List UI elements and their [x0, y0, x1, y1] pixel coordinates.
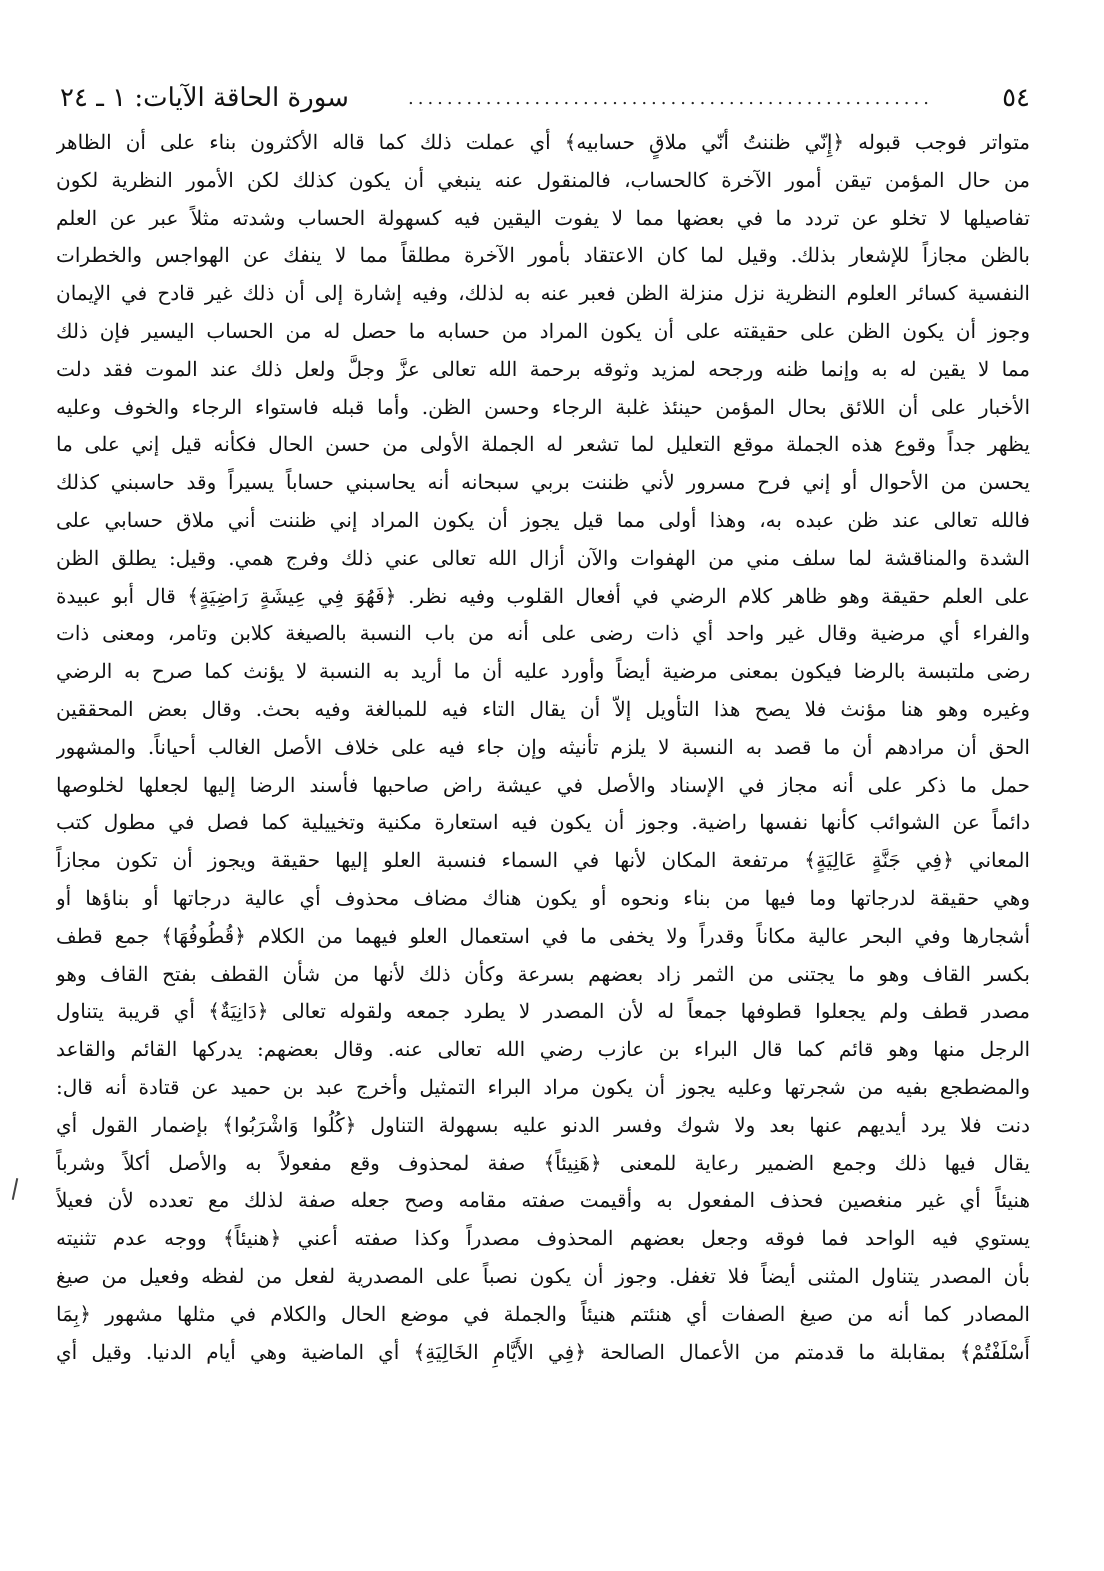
text-line-32: المصادر كما أنه من صيغ الصفات أي هنئتم هنيئاً والجملة في موضع الحال والكلام في مثلها مشهور ﴿بِمَا	[56, 1301, 1030, 1326]
text-line-8: الأخبار على أن اللائق بحال المؤمن حينئذ غلبة الرجاء وحسن الظن. وأما قبله فاستواء الرجاء والخوف وعليه	[56, 394, 1030, 419]
text-line-4: بالظن مجازاً للإشعار بذلك. وقيل لما كان الاعتقاد بأمور الآخرة مطلقاً مما لا ينفك عن الهواجس والخطرات	[56, 243, 1030, 268]
text-line-14: والفراء أي مرضية وقال غير واحد أي ذات رضى على أنه من باب النسبة بالصيغة كلابن وتامر، ومعنى ذات	[56, 621, 1030, 646]
text-line-25: الرجل منها وهو قائم كما قال البراء بن عازب رضي الله تعالى عنه. وقال بعضهم: يدركها القائم والقاعد	[56, 1037, 1030, 1062]
text-line-20: المعاني ﴿فِي جَنَّةٍ عَالِيَةٍ﴾ مرتفعة المكان لأنها في السماء فنسبة العلو إليها حقيقة ويجوز أن تكون مجازاً	[56, 848, 1030, 873]
margin-mark	[12, 1178, 19, 1200]
leader-dots: ......................................................	[408, 87, 933, 109]
text-line-12: الشدة والمناقشة لما سلف مني من الهفوات والآن أزال الله تعالى عني ذلك وفرج همي. وقيل: يطلق الظن	[56, 545, 1030, 570]
text-line-11: فالله تعالى عند ظن عبده به، وهذا أولى مما قيل يجوز أن يكون المراد إني ظننت أني ملاق حسابي على	[56, 507, 1030, 532]
text-line-2: من حال المؤمن تيقن أمور الآخرة كالحساب، فالمنقول عنه ينبغي أن يكون كذلك لكن الأمور النظرية لكون	[56, 167, 1030, 192]
text-line-6: وجوز أن يكون الظن على حقيقته على أن يكون المراد من حسابه ما حصل له من الحساب اليسير فإن ذلك	[56, 318, 1030, 343]
section-title: سورة الحاقة الآيات: ١ ـ ٢٤	[60, 83, 349, 113]
text-line-3: تفاصيلها لا تخلو عن تردد ما في بعضها مما لا يفوت اليقين فيه كسهولة الحساب وشدته مثلاً عبر عن العلم	[56, 205, 1030, 230]
text-line-7: مما لا يقين له به وإنما ظنه ورجحه لمزيد وثوقه برحمة الله تعالى عزَّ وجلَّ ولعل ذلك عند الموت فقد دلت	[56, 356, 1030, 381]
text-line-22: أشجارها وفي البحر عالية مكاناً وقدراً ولا يخفى ما في استعمال العلو فيهما من الكلام ﴿قُطُوفُهَا﴾ جمع قطف	[56, 923, 1030, 948]
text-line-5: النفسية كسائر العلوم النظرية نزل منزلة الظن فعبر عنه به لذلك، وفيه إشارة إلى أن ذلك غير قادح في الإيمان	[56, 281, 1030, 306]
text-line-19: دائماً عن الشوائب كأنها نفسها راضية. وجوز أن يكون فيه استعارة مكنية وتخييلية كما فصل في مطول كتب	[56, 810, 1030, 835]
text-line-16: وغيره وهو هنا مؤنث فلا يصح هذا التأويل إلاّ أن يقال التاء فيه للمبالغة وفيه بحث. وقال بعض المحققين	[56, 696, 1030, 721]
text-line-13: على العلم حقيقة وهو ظاهر كلام الرضي في أفعال القلوب وفيه نظر. ﴿فَهُوَ فِي عِيشَةٍ رَاضِيَةٍ﴾ قال أبو عبيدة	[56, 583, 1030, 608]
text-line-26: والمضطجع بفيه من شجرتها وعليه يجوز أن يكون مراد البراء التمثيل وأخرج عبد بن حميد عن قتادة أنه قال:	[56, 1074, 1030, 1099]
text-line-9: يظهر جداً وقوع هذه الجملة موقع التعليل لما تشعر له الجملة الأولى من حسن الحال فكأنه قيل إني على ما	[56, 432, 1030, 457]
text-line-10: يحسن من الأحوال أو إني فرح مسرور لأني ظننت بربي سبحانه أنه يحاسبني حساباً يسيراً وقد حاسبني كذلك	[56, 470, 1030, 495]
text-line-29: هنيئاً أي غير منغصين فحذف المفعول به وأقيمت صفته مقامه وصح جعله صفة لذلك مع تعدده لأن فعيلاً	[56, 1188, 1030, 1213]
text-line-27: دنت فلا يرد أيديهم عنها بعد ولا شوك وفسر الدنو عليه بسهولة التناول ﴿كُلُوا وَاشْرَبُوا﴾ بإضمار القول أي	[56, 1112, 1030, 1137]
text-line-24: مصدر قطف ولم يجعلوا قطوفها جمعاً له لأن المصدر لا يطرد جمعه ولقوله تعالى ﴿دَانِيَةٌ﴾ أي قريبة يتناول	[56, 999, 1030, 1024]
text-line-30: يستوي فيه الواحد فما فوقه وجعل بعضهم المحذوف مصدراً وكذا صفته أعني ﴿هنيئاً﴾ ووجه عدم تثنيته	[56, 1226, 1030, 1251]
text-line-17: الحق أن مرادهم أن ما قصد به النسبة لا يلزم تأنيثه وإن جاء فيه على خلاف الأصل الغالب أحياناً. والمشهور	[56, 734, 1030, 759]
text-line-33: أَسْلَفْتُمْ﴾ بمقابلة ما قدمتم من الأعمال الصالحة ﴿فِي الأَيَّامِ الخَالِيَةِ﴾ أي الماضية وهي أيام الدنيا. وقيل أي	[56, 1339, 1030, 1364]
text-line-18: حمل ما ذكر على أنه مجاز في الإسناد والأصل في عيشة راض صاحبها فأسند الرضا إليها لجعلها لخلوصها	[56, 772, 1030, 797]
text-line-21: وهي حقيقة لدرجاتها وما فيها من بناء ونحوه أو يكون هناك مضاف محذوف أي عالية درجاتها أو بناؤها أو	[56, 885, 1030, 910]
page-number: ٥٤	[1002, 83, 1030, 113]
running-header	[60, 78, 1030, 118]
text-line-15: رضى ملتبسة بالرضا فيكون بمعنى مرضية أيضاً وأورد عليه أن ما أريد به النسبة لا يؤنث كما صرح به الرضي	[56, 659, 1030, 684]
body-text	[56, 124, 1030, 1371]
text-line-23: بكسر القاف وهو ما يجتنى من الثمر زاد بعضهم بسرعة وكأن ذلك لأنها من شأن القطف بفتح القاف وهو	[56, 961, 1030, 986]
text-line-28: يقال فيها ذلك وجمع الضمير رعاية للمعنى ﴿هَنِيئاً﴾ صفة لمحذوف وقع مفعولاً به والأصل أكلاً وشرباً	[56, 1150, 1030, 1175]
text-line-31: بأن المصدر يتناول المثنى أيضاً فلا تغفل. وجوز أن يكون نصباً على المصدرية لفعل من لفظه وفعيل من صيغ	[56, 1263, 1030, 1288]
text-line-1: متواتر فوجب قبوله ﴿إِنّي ظننتُ أنّي ملاقٍ حسابيه﴾ أي عملت ذلك كما قاله الأكثرون بناء على أن الظاهر	[56, 130, 1030, 154]
